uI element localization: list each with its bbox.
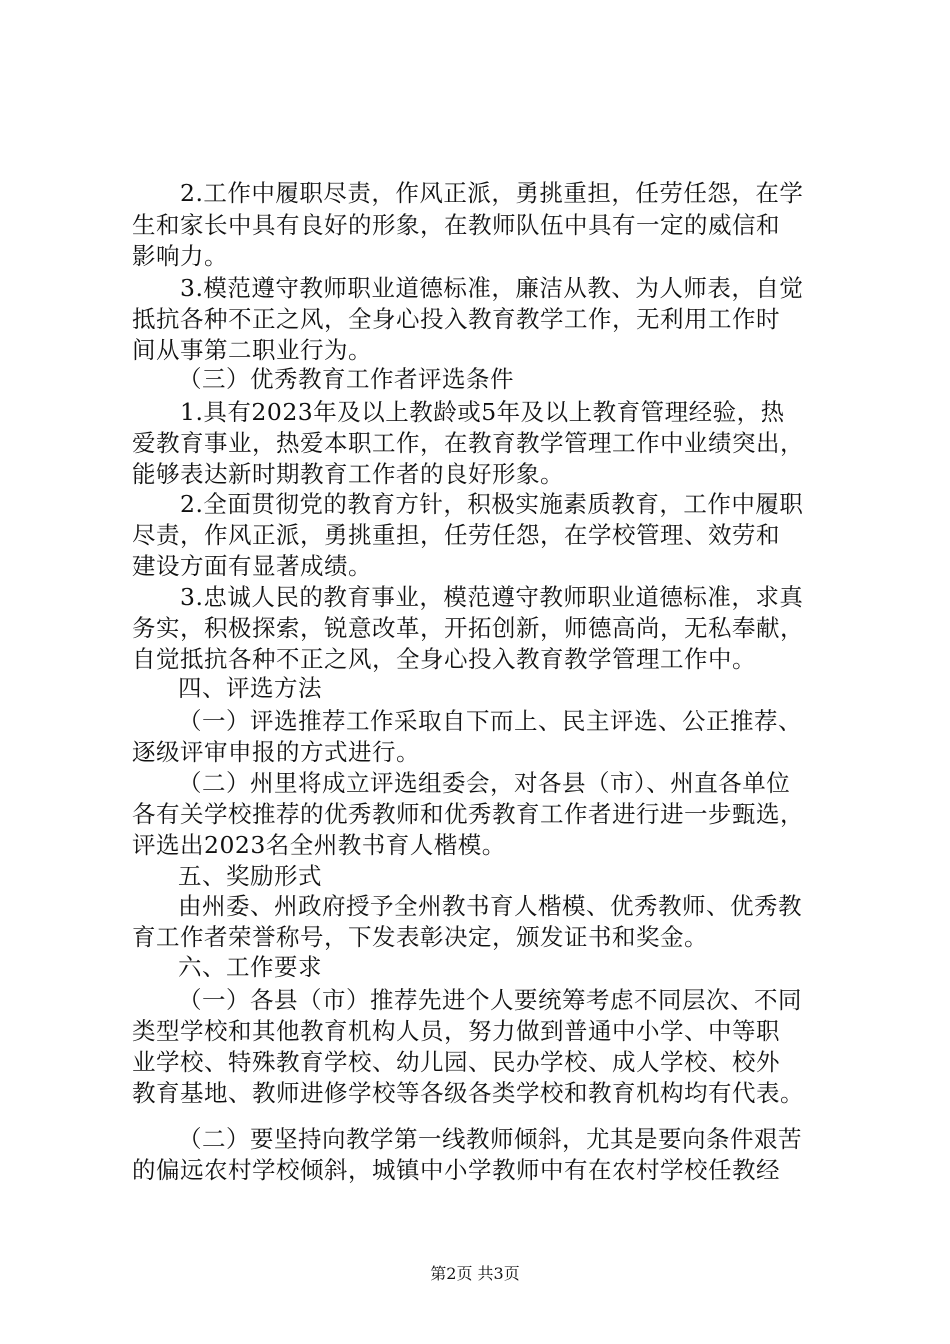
text-line: 务实，积极探索，锐意改革，开拓创新，师德高尚，无私奉献， — [132, 614, 804, 642]
text-line: 建设方面有显著成绩。 — [132, 552, 372, 580]
text-line: 各有关学校推荐的优秀教师和优秀教育工作者进行进一步甄选， — [132, 800, 804, 828]
text-line: 由州委、州政府授予全州教书育人楷模、优秀教师、优秀教 — [178, 892, 802, 920]
text-line: 间从事第二职业行为。 — [132, 336, 372, 364]
text-line: 影响力。 — [132, 242, 228, 270]
text-line: 类型学校和其他教育机构人员，努力做到普通中小学、中等职 — [132, 1017, 780, 1045]
text-line: 的偏远农村学校倾斜，城镇中小学教师中有在农村学校任教经 — [132, 1156, 780, 1184]
text-line: 1.具有2023年及以上教龄或5年及以上教育管理经验，热 — [180, 398, 785, 426]
text-line: （二）要坚持向教学第一线教师倾斜，尤其是要向条件艰苦 — [178, 1125, 802, 1153]
text-line: 3.忠诚人民的教育事业，模范遵守教师职业道德标准，求真 — [180, 583, 804, 611]
section-heading: （三）优秀教育工作者评选条件 — [178, 365, 514, 393]
text-line: 教育基地、教师进修学校等各级各类学校和教育机构均有代表。 — [132, 1079, 804, 1107]
text-line: （二）州里将成立评选组委会，对各县（市）、州直各单位 — [178, 769, 791, 797]
page-footer: 第2页 共3页 — [430, 1264, 520, 1283]
section-heading: 六、工作要求 — [178, 953, 322, 981]
text-line: （一）各县（市）推荐先进个人要统筹考虑不同层次、不同 — [178, 986, 802, 1014]
text-line: 逐级评审申报的方式进行。 — [132, 738, 420, 766]
text-line: 3.模范遵守教师职业道德标准，廉洁从教、为人师表，自觉 — [180, 274, 804, 302]
text-line: 评选出2023名全州教书育人楷模。 — [132, 831, 506, 859]
text-line: 2.工作中履职尽责，作风正派，勇挑重担，任劳任怨，在学 — [180, 179, 804, 207]
section-heading: 四、评选方法 — [178, 674, 322, 702]
text-line: 育工作者荣誉称号，下发表彰决定，颁发证书和奖金。 — [132, 923, 708, 951]
text-line: 尽责，作风正派，勇挑重担，任劳任怨，在学校管理、效劳和 — [132, 521, 780, 549]
section-heading: 五、奖励形式 — [178, 862, 322, 890]
text-line: 抵抗各种不正之风，全身心投入教育教学工作，无利用工作时 — [132, 305, 780, 333]
text-line: （一）评选推荐工作采取自下而上、民主评选、公正推荐、 — [178, 707, 802, 735]
text-line: 业学校、特殊教育学校、幼儿园、民办学校、成人学校、校外 — [132, 1048, 780, 1076]
text-line: 自觉抵抗各种不正之风，全身心投入教育教学管理工作中。 — [132, 645, 756, 673]
text-line: 能够表达新时期教育工作者的良好形象。 — [132, 460, 564, 488]
text-line: 生和家长中具有良好的形象，在教师队伍中具有一定的威信和 — [132, 211, 780, 239]
text-line: 2.全面贯彻党的教育方针，积极实施素质教育，工作中履职 — [180, 490, 804, 518]
text-line: 爱教育事业，热爱本职工作，在教育教学管理工作中业绩突出， — [132, 429, 804, 457]
